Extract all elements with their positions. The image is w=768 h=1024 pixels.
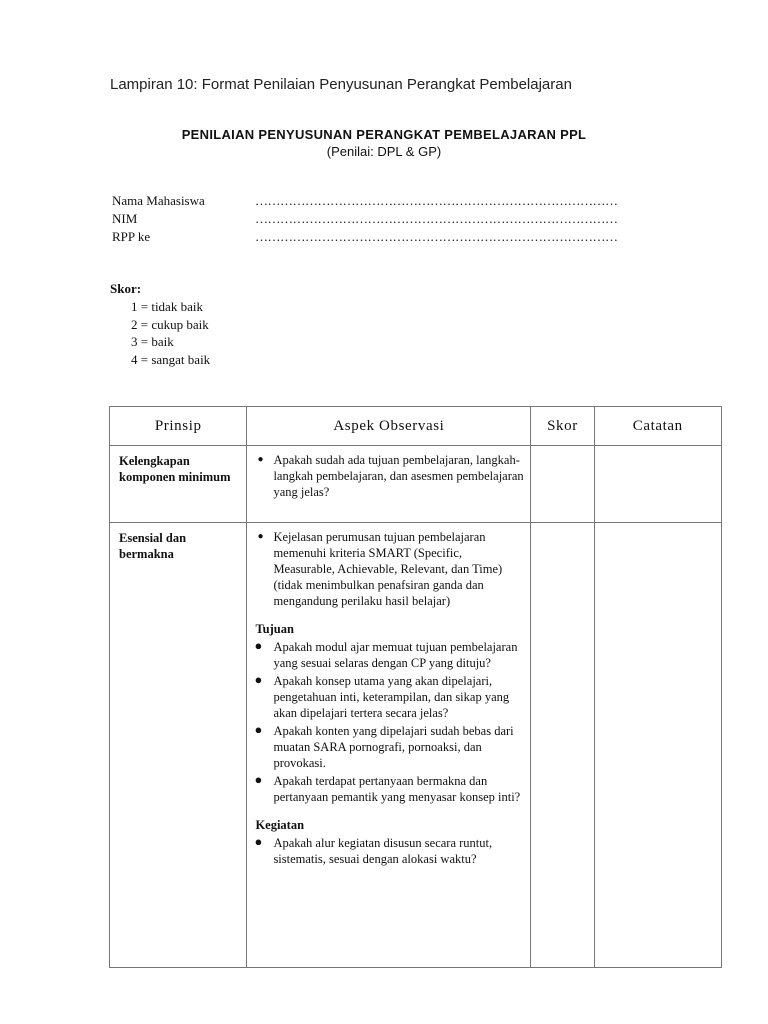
skor-heading: Skor: — [110, 281, 142, 296]
skor-item: 1 = tidak baik — [131, 299, 203, 314]
form-subtitle: (Penilai: DPL & GP) — [326, 144, 442, 159]
bullet-icon: ● — [254, 834, 263, 849]
appendix-title: Lampiran 10: Format Penilaian Penyusunan Perangkat Pembelajaran — [110, 76, 572, 93]
prinsip-cell: Kelengkapan komponen minimum — [110, 446, 247, 523]
skor-cell[interactable] — [531, 446, 594, 523]
header-aspek-observasi: Aspek Observasi — [247, 407, 531, 446]
bullet-icon: ● — [254, 772, 263, 787]
field-label: RPP ke — [112, 229, 151, 244]
list-item — [253, 639, 524, 671]
prinsip-cell: Esensial dan bermakna — [110, 523, 247, 968]
kegiatan-list — [253, 835, 524, 867]
list-item-text: Apakah sudah ada tujuan pembelajaran, langkah-langkah pembelajaran, dan asesmen pembelajaran yang jelas? — [273, 453, 524, 499]
aspek-cell — [247, 446, 531, 523]
form-title: PENILAIAN PENYUSUNAN PERANGKAT PEMBELAJARAN PPL — [181, 127, 587, 142]
list-item-text: Apakah terdapat pertanyaan bermakna dan pertanyaan pemantik yang menyasar konsep inti? — [273, 774, 521, 804]
list-item-text: Apakah modul ajar memuat tujuan pembelajaran yang sesuai selaras dengan CP yang dituju? — [273, 640, 518, 670]
header-prinsip: Prinsip — [110, 407, 247, 446]
skor-item: 4 = sangat baik — [131, 351, 211, 367]
list-item-text: Apakah alur kegiatan disusun secara runtut, sistematis, sesuai dengan alokasi waktu? — [273, 836, 493, 866]
skor-item: 3 = baik — [131, 334, 174, 349]
bullet-icon: ● — [254, 722, 263, 737]
section-heading-kegiatan: Kegiatan — [255, 818, 305, 832]
catatan-cell[interactable] — [594, 523, 721, 968]
header-catatan: Catatan — [594, 407, 721, 446]
table-row — [110, 523, 722, 968]
aspek-list — [253, 529, 524, 609]
catatan-cell[interactable] — [594, 446, 721, 523]
skor-cell[interactable] — [531, 523, 594, 968]
bullet-icon: ● — [257, 531, 264, 542]
observation-table — [109, 406, 722, 968]
tujuan-list — [253, 639, 524, 805]
field-rpp-ke — [112, 229, 712, 247]
list-item-text: Apakah konten yang dipelajari sudah bebas dari muatan SARA pornografi, pornoaksi, dan provokasi. — [273, 724, 514, 770]
field-label: NIM — [112, 211, 138, 226]
list-item — [253, 773, 524, 805]
skor-item: 2 = cukup baik — [131, 316, 209, 332]
list-item — [253, 673, 524, 721]
field-blank[interactable]: …………………………………………………………………………… — [255, 193, 618, 208]
aspek-cell — [247, 523, 531, 968]
list-item — [253, 835, 524, 867]
field-nama-mahasiswa — [112, 193, 712, 211]
field-label: Nama Mahasiswa — [112, 193, 205, 208]
skor-list — [131, 298, 210, 368]
bullet-icon: ● — [257, 454, 264, 465]
field-blank[interactable]: …………………………………………………………………………… — [255, 229, 618, 244]
table-header-row — [110, 407, 722, 446]
section-heading-tujuan: Tujuan — [255, 622, 294, 636]
list-item-text: Apakah konsep utama yang akan dipelajari, pengetahuan inti, keterampilan, dan sikap yang akan dipelajari tertera secara jelas? — [273, 674, 510, 720]
bullet-icon: ● — [254, 672, 263, 687]
field-nim — [112, 211, 712, 229]
bullet-icon: ● — [254, 638, 263, 653]
list-item — [253, 529, 524, 609]
list-item — [253, 452, 524, 500]
table-row — [110, 446, 722, 523]
list-item-text: Kejelasan perumusan tujuan pembelajaran memenuhi kriteria SMART (Specific, Measurable, Achievable, Relevant, dan Time) (tidak menimbulkan penafsiran ganda dan mengandung perilaku hasil belajar) — [273, 530, 503, 608]
field-blank[interactable]: …………………………………………………………………………… — [255, 211, 618, 226]
aspek-list — [253, 452, 524, 500]
header-skor: Skor — [531, 407, 594, 446]
list-item — [253, 723, 524, 771]
